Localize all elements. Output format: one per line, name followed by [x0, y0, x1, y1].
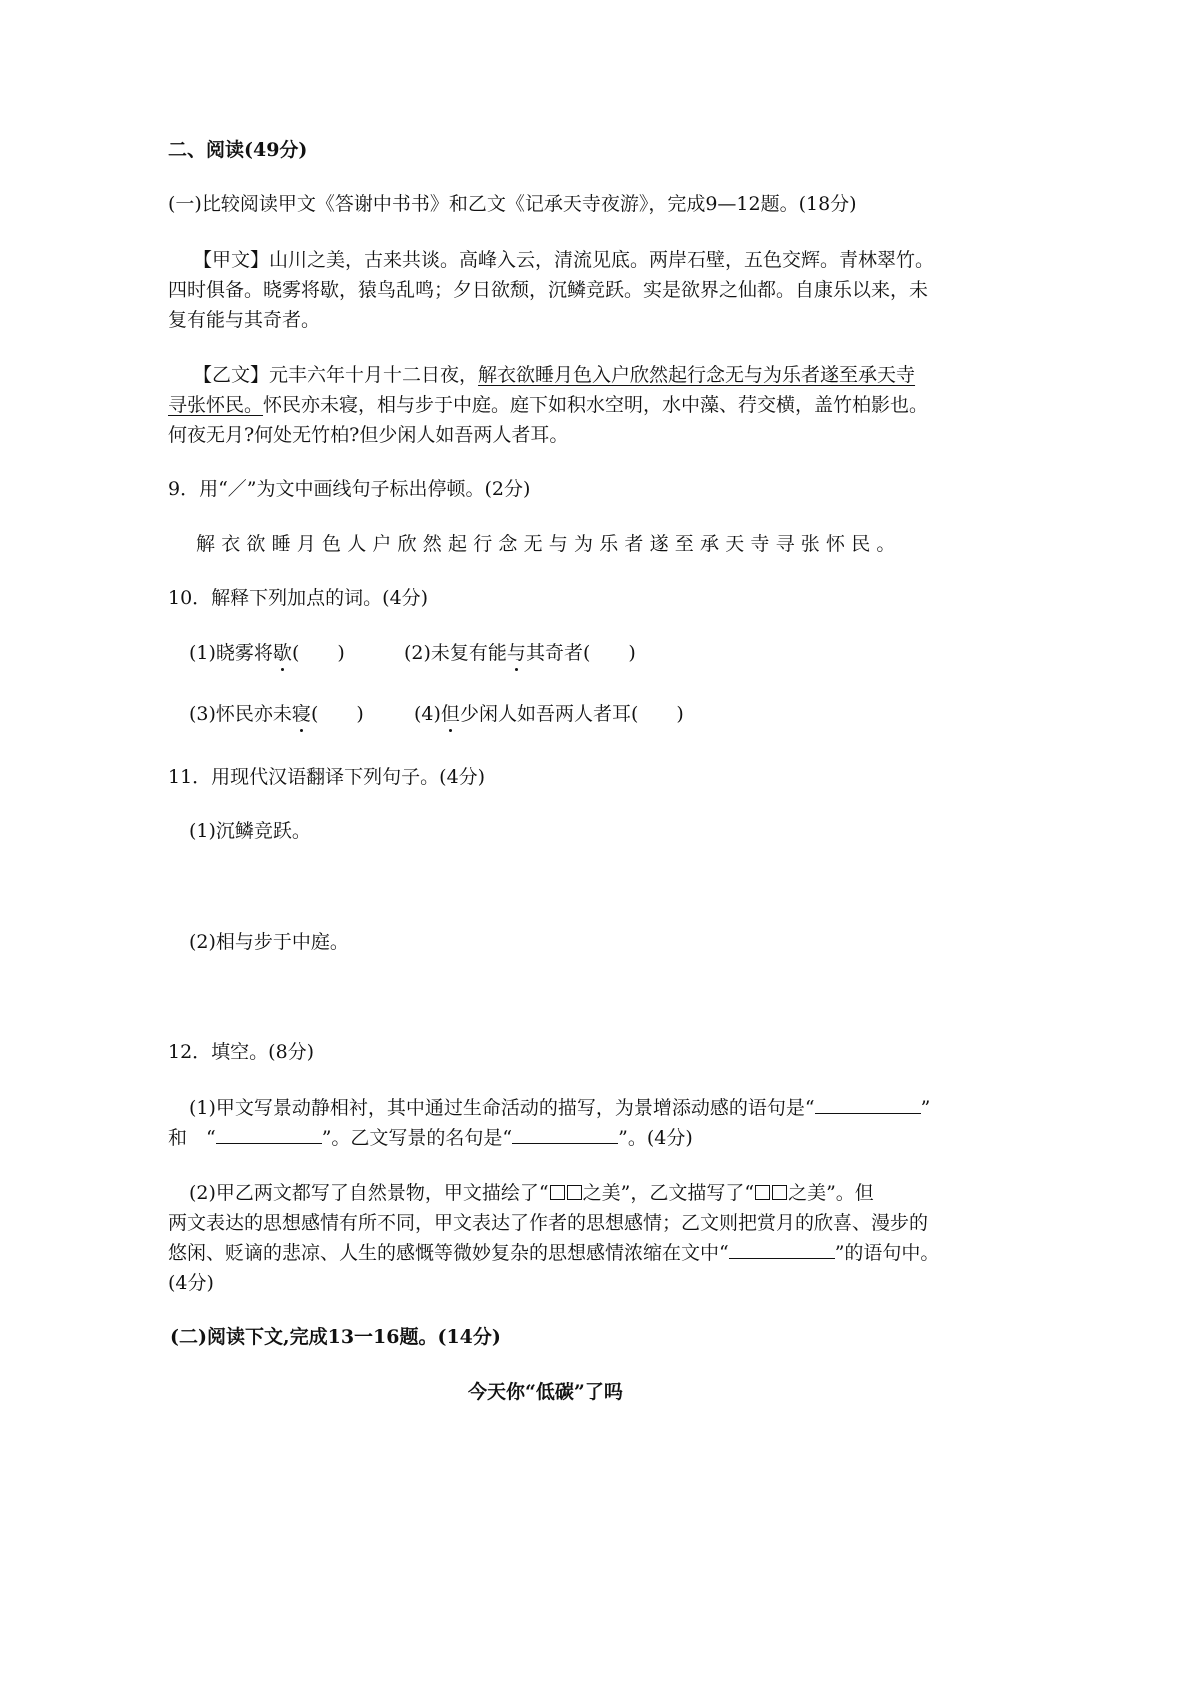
q12-part2-line4: (4分)	[168, 1272, 214, 1294]
dotted-char: 寝	[291, 703, 311, 725]
answer-box[interactable]	[567, 1185, 582, 1200]
dotted-char: 与	[506, 642, 526, 664]
q11-sentence1: (1)沉鳞竞跃。	[189, 820, 311, 842]
underlined-sentence-end: 寻张怀民。	[168, 394, 264, 416]
answer-blank[interactable]	[216, 1129, 322, 1144]
q10-item3: (3)怀民亦未寝( )	[189, 703, 364, 725]
q11-stem: 11．用现代汉语翻译下列句子。(4分)	[168, 766, 486, 788]
answer-box[interactable]	[550, 1185, 565, 1200]
q12-part2-line1: (2)甲乙两文都写了自然景物，甲文描绘了“ 之美”，乙文描写了“ 之美”。但	[189, 1182, 874, 1204]
section-title: 二、阅读(49分)	[168, 139, 308, 161]
dotted-char: 歇	[272, 642, 292, 664]
answer-blank[interactable]	[729, 1244, 835, 1259]
underlined-sentence: 解衣欲睡月色入户欣然起行念无与为乐者遂至承天寺	[478, 364, 916, 386]
article-title: 今天你“低碳”了吗	[468, 1381, 623, 1403]
jia-text-line1: 【甲文】山川之美，古来共谈。高峰入云，清流见底。两岸石壁，五色交辉。青林翠竹。	[193, 249, 935, 271]
jia-text-line2: 四时俱备。晓雾将歇，猿鸟乱鸣；夕日欲颓，沉鳞竞跃。实是欲界之仙都。自康乐以来，未	[168, 279, 929, 301]
q12-part2-line3: 悠闲、贬谪的悲凉、人生的感慨等微妙复杂的思想感情浓缩在文中“ ”的语句中。	[168, 1242, 940, 1264]
answer-paren[interactable]: ( )	[630, 703, 684, 725]
part2-intro: (二)阅读下文,完成13一16题。(14分)	[170, 1326, 501, 1348]
q12-part2-line2: 两文表达的思想感情有所不同，甲文表达了作者的思想感情；乙文则把赏月的欣喜、漫步的	[168, 1212, 929, 1234]
q9-sentence: 解衣欲睡月色人户欣然起行念无与为乐者遂至承天寺寻张怀民。	[196, 533, 902, 555]
dotted-char: 但	[440, 703, 460, 725]
answer-box[interactable]	[755, 1185, 770, 1200]
answer-paren[interactable]: ( )	[582, 642, 636, 664]
answer-blank[interactable]	[512, 1129, 618, 1144]
yi-text-line1: 【乙文】元丰六年十月十二日夜，解衣欲睡月色入户欣然起行念无与为乐者遂至承天寺	[193, 364, 916, 386]
jia-text-line3: 复有能与其奇者。	[168, 309, 321, 331]
q12-stem: 12．填空。(8分)	[168, 1041, 315, 1063]
q11-sentence2: (2)相与步于中庭。	[189, 931, 349, 953]
q10-item1: (1)晓雾将歇( )	[189, 642, 345, 664]
answer-blank[interactable]	[815, 1099, 921, 1114]
yi-label: 【乙文】	[193, 364, 270, 386]
answer-paren[interactable]: ( )	[310, 703, 364, 725]
jia-label: 【甲文】	[193, 249, 270, 271]
part1-intro: (一)比较阅读甲文《答谢中书书》和乙文《记承天寺夜游》，完成9—12题。(18分)	[168, 193, 857, 215]
q10-item2: (2)未复有能与其奇者( )	[404, 642, 636, 664]
q12-part1-line2: 和 “ ”。乙文写景的名句是“ ”。(4分)	[168, 1127, 693, 1149]
yi-text-line2: 寻张怀民。怀民亦未寝，相与步于中庭。庭下如积水空明，水中藻、荇交横，盖竹柏影也。	[168, 394, 929, 416]
answer-paren[interactable]: ( )	[291, 642, 345, 664]
q12-part1-line1: (1)甲文写景动静相衬，其中通过生命活动的描写，为景增添动感的语句是“ ”	[189, 1097, 931, 1119]
yi-text-line3: 何夜无月?何处无竹柏?但少闲人如吾两人者耳。	[168, 424, 569, 446]
q10-stem: 10．解释下列加点的词。(4分)	[168, 587, 429, 609]
q9-stem: 9．用“／”为文中画线句子标出停顿。(2分)	[168, 478, 531, 500]
q10-item4: (4)但少闲人如吾两人者耳( )	[414, 703, 684, 725]
answer-box[interactable]	[772, 1185, 787, 1200]
